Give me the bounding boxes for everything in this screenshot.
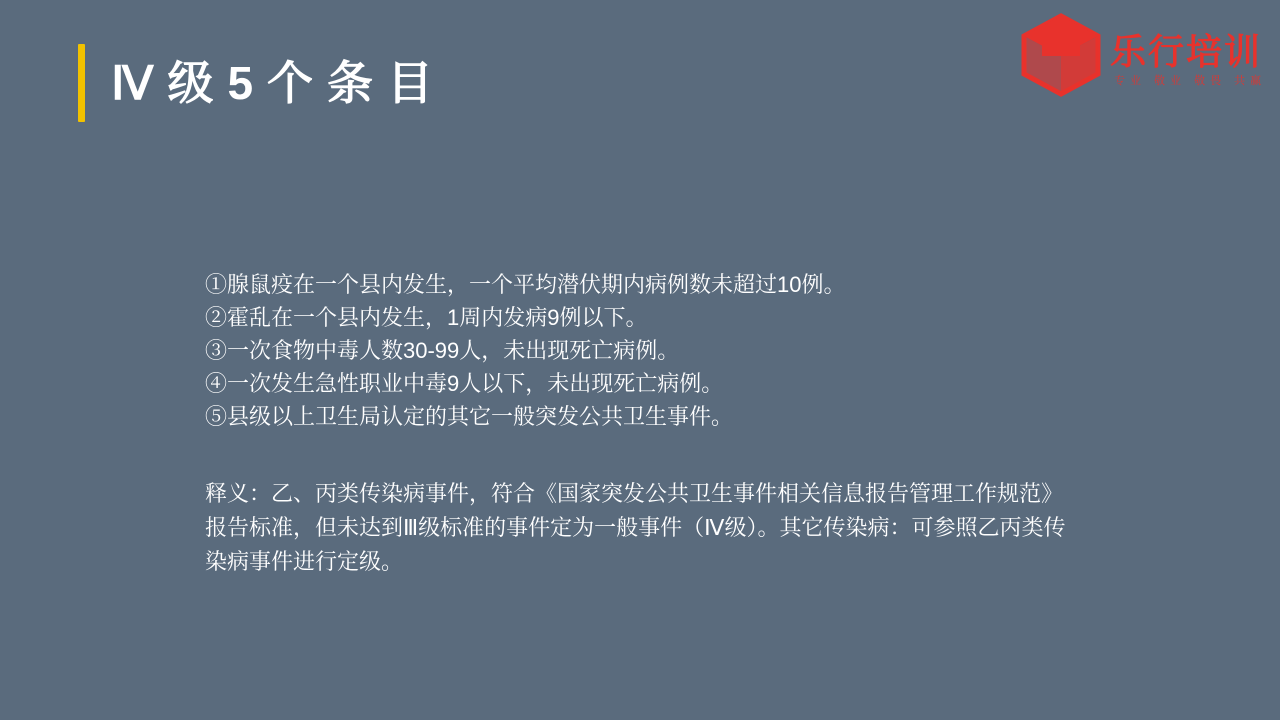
list-item: ②霍乱在一个县内发生，1周内发病9例以下。 (205, 305, 648, 330)
explanation-paragraph: 释义：乙、丙类传染病事件，符合《国家突发公共卫生事件相关信息报告管理工作规范》报告标准，但未达到Ⅲ级标准的事件定为一般事件（Ⅳ级）。其它传染病：可参照乙丙类传染病事件进行定级。 (205, 481, 1066, 574)
title-accent-bar (78, 44, 85, 122)
list-item: ④一次发生急性职业中毒9人以下，未出现死亡病例。 (205, 371, 724, 396)
slide-content (205, 268, 1095, 579)
list-item: ③一次食物中毒人数30-99人，未出现死亡病例。 (205, 338, 680, 363)
logo-name: 乐行培训 (1110, 31, 1263, 72)
logo-tagline: 专业 敬业 敬畏 共赢 (1114, 75, 1267, 87)
page-title: Ⅳ级5个条目 (111, 57, 448, 109)
list-item: ⑤县级以上卫生局认定的其它一般突发公共卫生事件。 (205, 404, 734, 429)
slide-title (78, 44, 447, 122)
cube-logo-icon (1018, 12, 1104, 98)
list-item: ①腺鼠疫在一个县内发生，一个平均潜伏期内病例数未超过10例。 (205, 272, 846, 297)
brand-logo (1018, 12, 1267, 104)
